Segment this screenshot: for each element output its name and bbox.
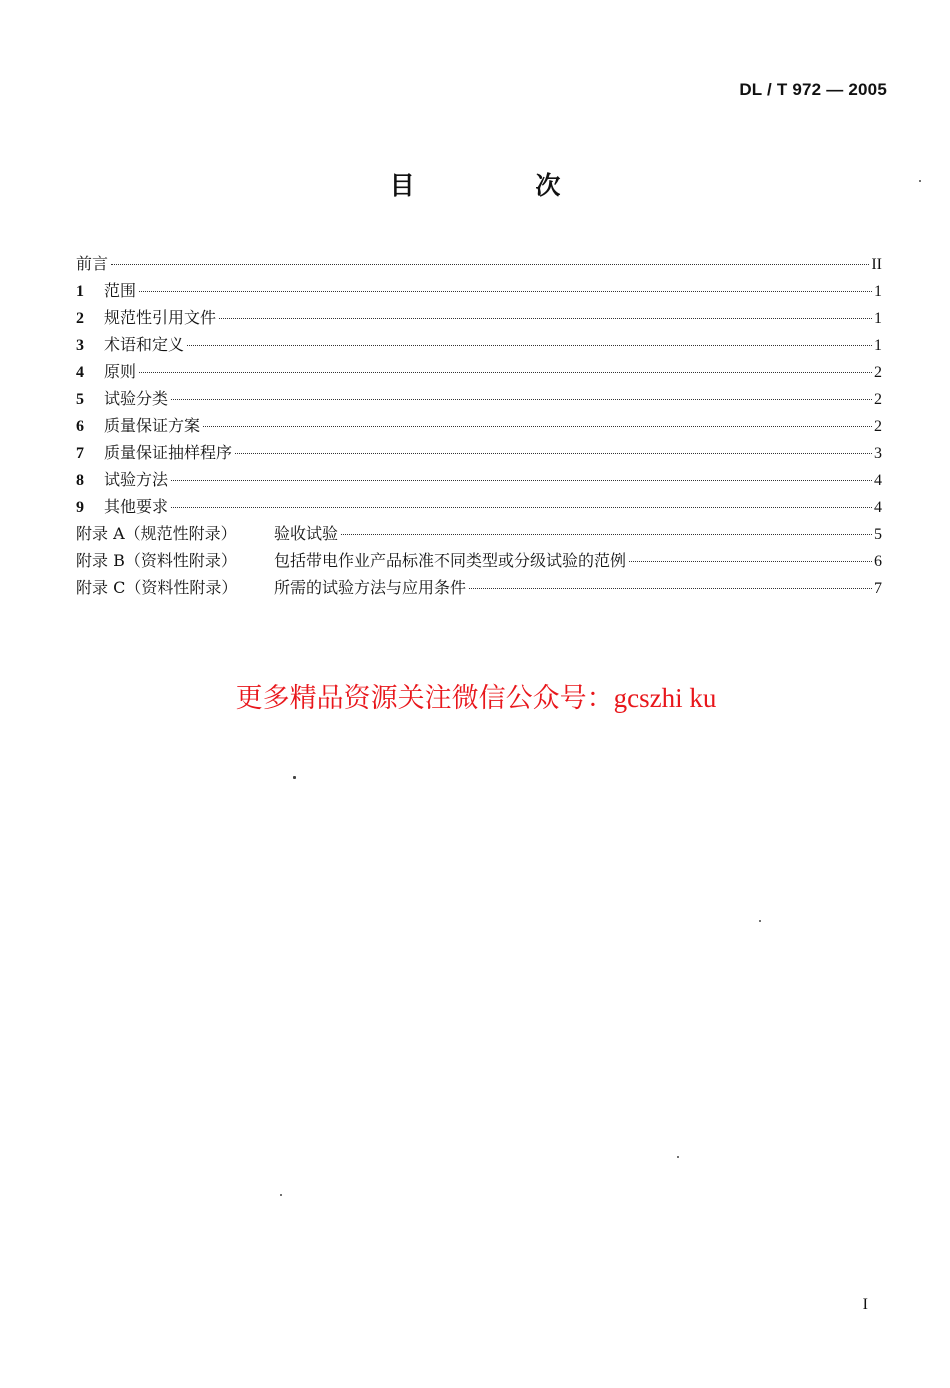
toc-item-appendix-b[interactable] [76, 548, 882, 575]
scan-speck [919, 180, 921, 182]
dot-leader [187, 345, 872, 346]
toc-item-chapter[interactable] [76, 278, 882, 305]
toc-item-number: 5 [76, 391, 84, 408]
toc-item-number: 7 [76, 445, 84, 462]
toc-item-preface[interactable] [76, 251, 882, 278]
toc-item-page: 7 [874, 580, 882, 597]
page-number: I [862, 1296, 868, 1313]
dot-leader [341, 534, 872, 535]
toc-item-appendix-a[interactable] [76, 521, 882, 548]
toc-item-label: 验收试验 [274, 524, 339, 543]
toc-item-number: 1 [76, 283, 84, 300]
toc-item-number: 2 [76, 310, 84, 327]
dot-leader [139, 291, 872, 292]
table-of-contents [76, 251, 882, 602]
toc-item-number: 6 [76, 418, 84, 435]
toc-item-chapter[interactable] [76, 332, 882, 359]
toc-item-label: 范围 [104, 281, 137, 300]
dot-leader [629, 561, 872, 562]
standard-code: DL / T 972 — 2005 [739, 80, 887, 99]
toc-item-label: 质量保证抽样程序 [104, 443, 233, 462]
dot-leader [111, 264, 869, 265]
toc-item-page: 2 [874, 364, 882, 381]
scan-speck [293, 776, 296, 779]
toc-item-chapter[interactable] [76, 386, 882, 413]
toc-item-page: 1 [874, 337, 882, 354]
toc-item-label: 试验方法 [104, 470, 169, 489]
dot-leader [171, 480, 872, 481]
toc-item-number: 9 [76, 499, 84, 516]
scan-speck [280, 1194, 282, 1196]
toc-item-page: 5 [874, 526, 882, 543]
dot-leader [139, 372, 872, 373]
toc-item-number: 3 [76, 337, 84, 354]
dot-leader [235, 453, 872, 454]
toc-item-label: 前言 [76, 254, 109, 273]
dot-leader [469, 588, 872, 589]
toc-item-number: 4 [76, 364, 84, 381]
appendix-id: 附录 B（资料性附录） [76, 551, 237, 570]
toc-item-chapter[interactable] [76, 494, 882, 521]
toc-item-label: 其他要求 [104, 497, 169, 516]
scan-speck [677, 1156, 679, 1158]
toc-item-label: 试验分类 [104, 389, 169, 408]
toc-item-page: 2 [874, 418, 882, 435]
toc-item-number: 8 [76, 472, 84, 489]
toc-item-label: 包括带电作业产品标准不同类型或分级试验的范例 [274, 551, 627, 570]
toc-item-page: 4 [874, 499, 882, 516]
scan-speck [759, 920, 761, 922]
dot-leader [219, 318, 872, 319]
appendix-id: 附录 C（资料性附录） [76, 578, 238, 597]
toc-item-chapter[interactable] [76, 359, 882, 386]
toc-item-page: 2 [874, 391, 882, 408]
dot-leader [171, 399, 872, 400]
toc-item-page: 1 [874, 283, 882, 300]
toc-item-appendix-c[interactable] [76, 575, 882, 602]
toc-item-chapter[interactable] [76, 305, 882, 332]
toc-item-page: II [871, 256, 882, 273]
toc-item-label: 规范性引用文件 [104, 308, 217, 327]
wechat-promo-notice: 更多精品资源关注微信公众号：gcszhi ku [235, 683, 717, 713]
toc-item-page: 4 [874, 472, 882, 489]
appendix-id: 附录 A（规范性附录） [76, 524, 237, 543]
toc-item-label: 原则 [104, 362, 137, 381]
toc-item-label: 质量保证方案 [104, 416, 201, 435]
toc-item-page: 1 [874, 310, 882, 327]
toc-item-label: 所需的试验方法与应用条件 [274, 578, 467, 597]
toc-item-page: 3 [874, 445, 882, 462]
toc-item-chapter[interactable] [76, 440, 882, 467]
toc-item-chapter[interactable] [76, 467, 882, 494]
toc-item-chapter[interactable] [76, 413, 882, 440]
dot-leader [171, 507, 872, 508]
toc-item-page: 6 [874, 553, 882, 570]
dot-leader [203, 426, 872, 427]
toc-item-label: 术语和定义 [104, 335, 185, 354]
page-title: 目 次 [389, 171, 617, 200]
